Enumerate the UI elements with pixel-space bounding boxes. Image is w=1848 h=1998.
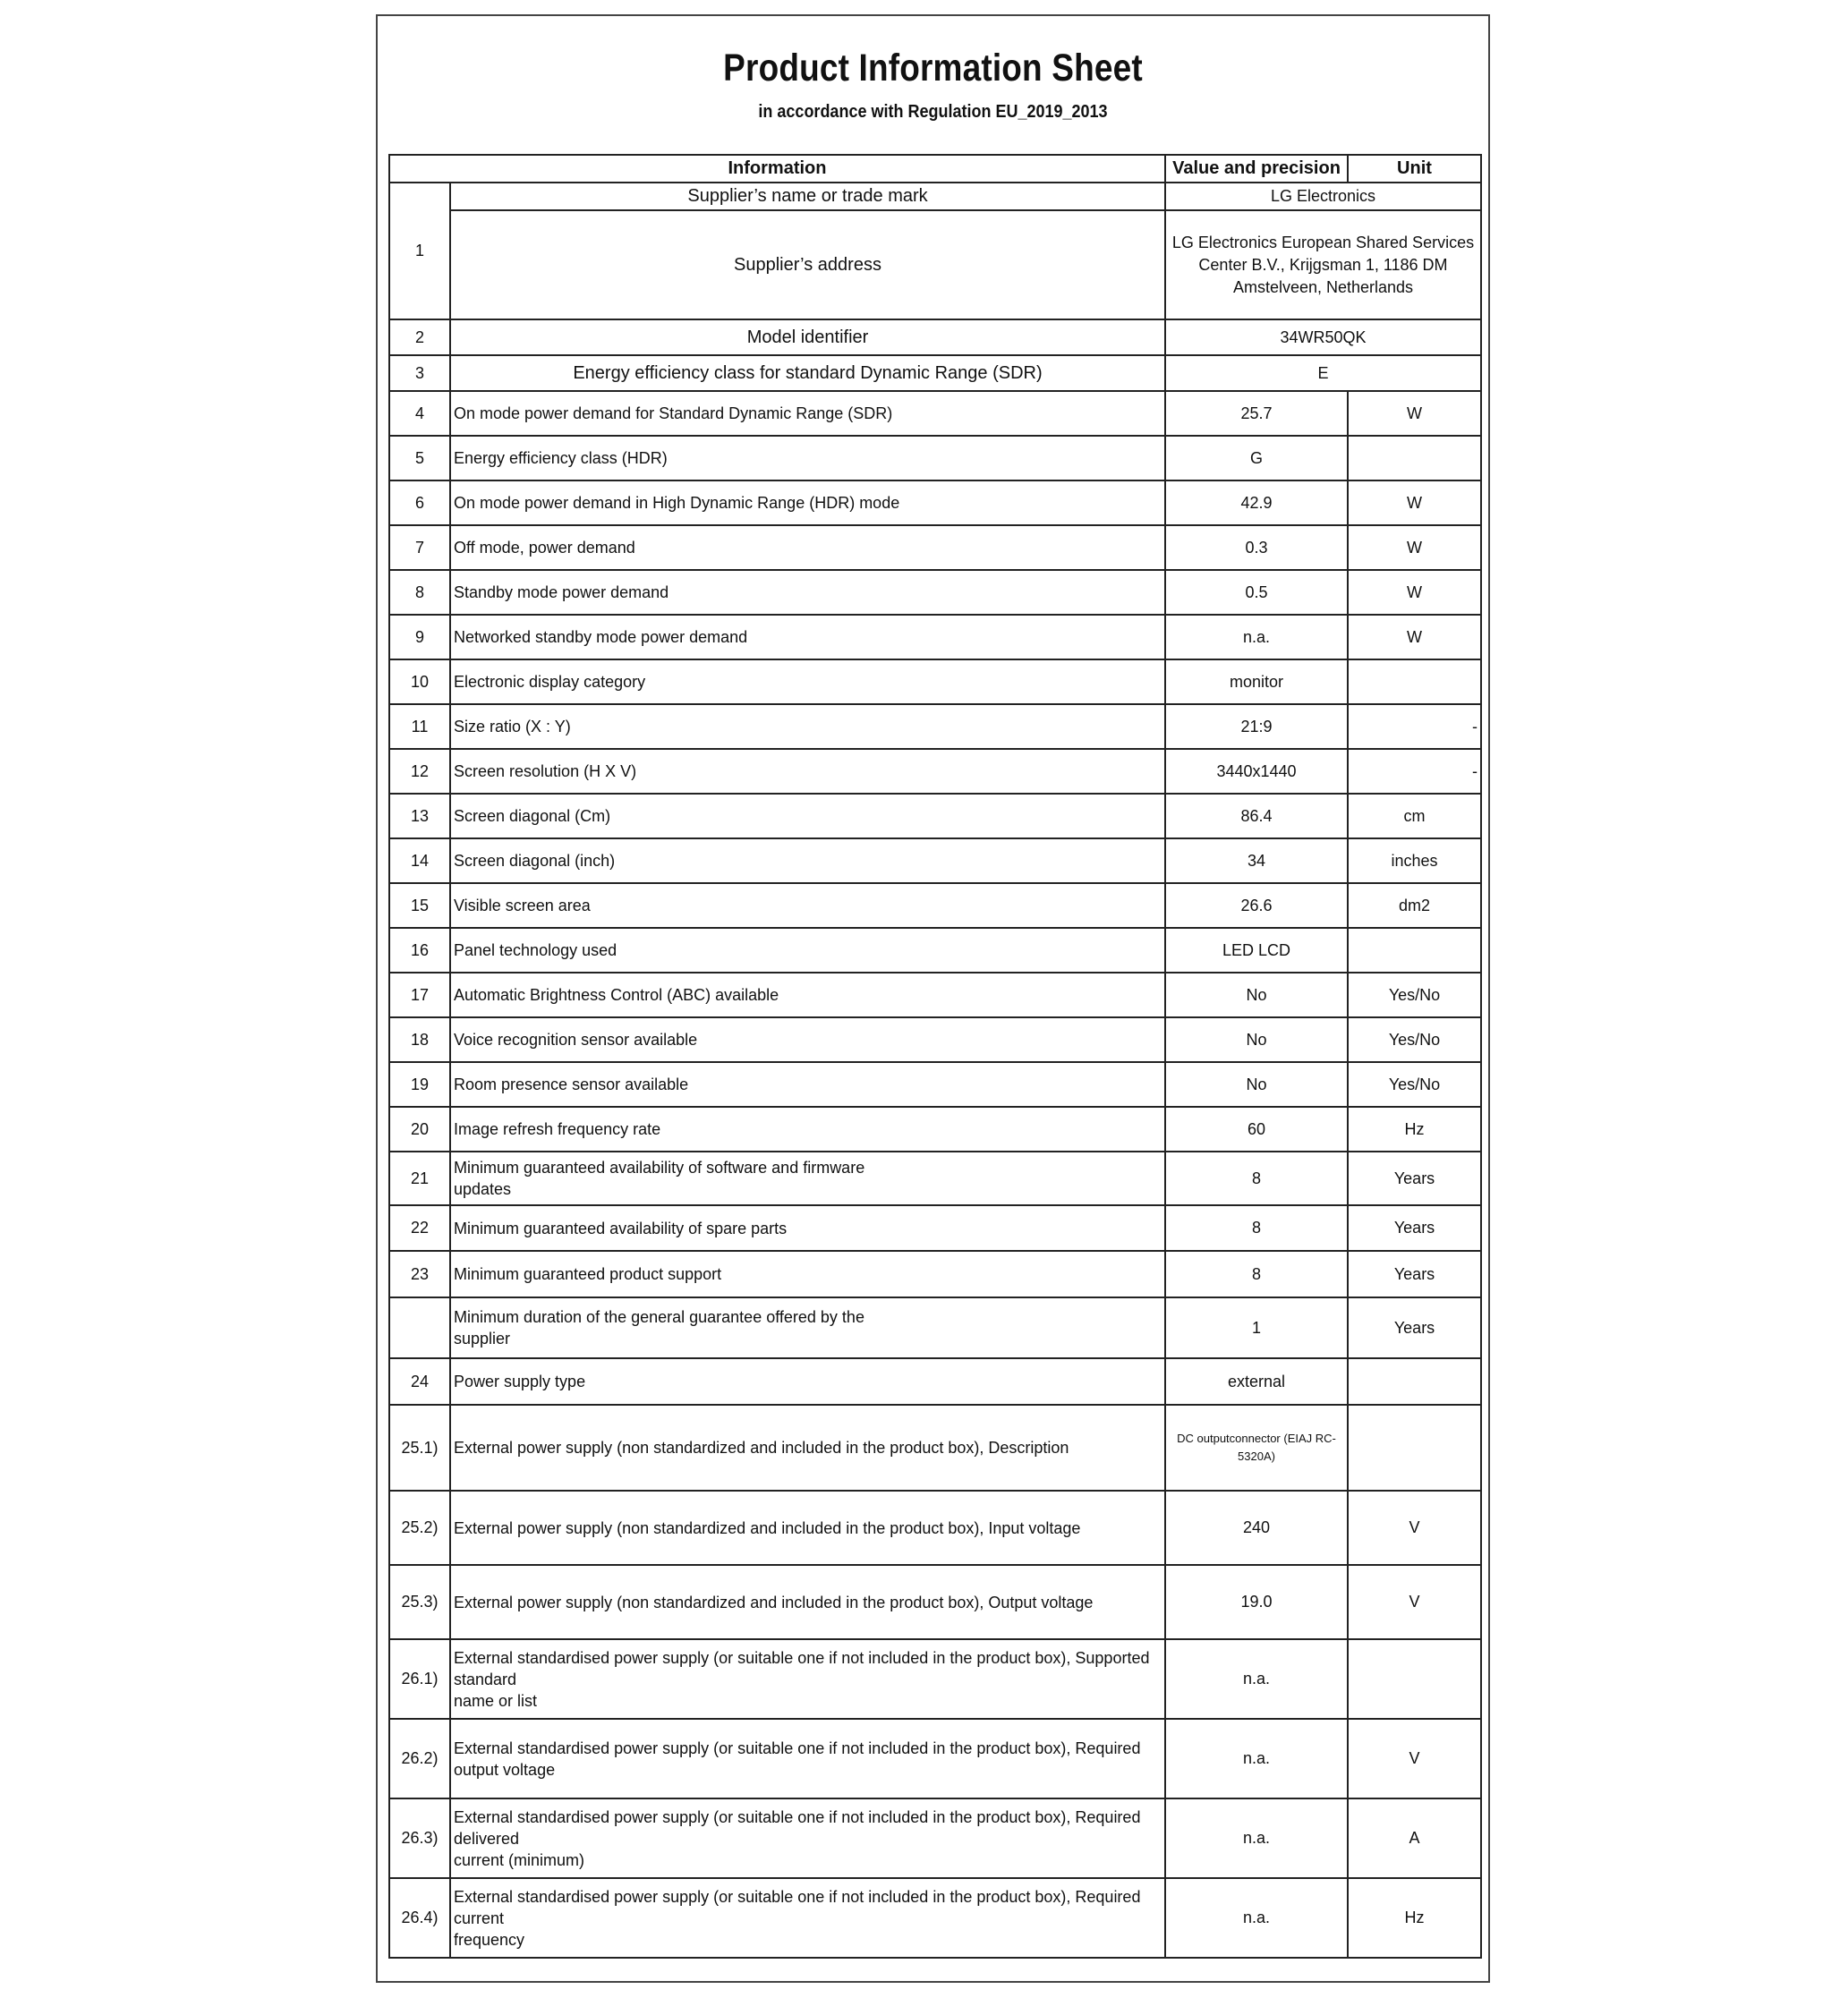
row-unit: W — [1348, 570, 1481, 615]
table-row — [389, 1297, 1481, 1358]
row-number: 7 — [389, 525, 450, 570]
row-number: 2 — [389, 319, 450, 355]
row-description-line: Screen resolution (H X V) — [454, 762, 637, 780]
row-number: 19 — [389, 1062, 450, 1107]
header-information: Information — [389, 155, 1165, 183]
table-row — [389, 1878, 1481, 1958]
information-table — [388, 154, 1482, 1959]
row-description-line: External standardised power supply (or suitable one if not included in the product box), Required delivered — [454, 1807, 1141, 1848]
row-number: 9 — [389, 615, 450, 659]
row-value-line: 5320A) — [1238, 1450, 1275, 1463]
table-row — [389, 525, 1481, 570]
row-description-line: External power supply (non standardized and included in the product box), Output voltage — [454, 1593, 1094, 1611]
row-description — [450, 1639, 1165, 1719]
sdr-class-value: E — [1165, 355, 1481, 391]
table-row — [389, 973, 1481, 1017]
table-row — [389, 615, 1481, 659]
row-description — [450, 659, 1165, 704]
row-description-line: Automatic Brightness Control (ABC) available — [454, 986, 779, 1004]
row-value: LED LCD — [1165, 928, 1348, 973]
table-row — [389, 838, 1481, 883]
row-value: n.a. — [1165, 1719, 1348, 1798]
row-value: No — [1165, 1062, 1348, 1107]
row-description — [450, 1798, 1165, 1878]
row-description — [450, 1565, 1165, 1639]
row-description-line: Energy efficiency class (HDR) — [454, 449, 668, 467]
row-number: 18 — [389, 1017, 450, 1062]
row-description — [450, 525, 1165, 570]
row-number: 11 — [389, 704, 450, 749]
row-value: 0.5 — [1165, 570, 1348, 615]
table-row — [389, 1152, 1481, 1205]
table-row — [389, 928, 1481, 973]
row-unit: cm — [1348, 794, 1481, 838]
row-number: 17 — [389, 973, 450, 1017]
row-description-line: Electronic display category — [454, 673, 646, 691]
row-number: 14 — [389, 838, 450, 883]
table-row — [389, 1491, 1481, 1565]
row-description — [450, 1205, 1165, 1251]
row-description — [450, 1405, 1165, 1491]
row-description-line: updates — [454, 1180, 512, 1198]
row-unit: W — [1348, 480, 1481, 525]
table-body — [389, 183, 1481, 1958]
row-unit: dm2 — [1348, 883, 1481, 928]
row-unit — [1348, 659, 1481, 704]
row-description-line: frequency — [454, 1930, 525, 1949]
row-description-line: Size ratio (X : Y) — [454, 718, 571, 735]
row-unit: Hz — [1348, 1107, 1481, 1152]
row-number: 15 — [389, 883, 450, 928]
table-row — [389, 1719, 1481, 1798]
table-row — [389, 436, 1481, 480]
row-description — [450, 436, 1165, 480]
row-description — [450, 928, 1165, 973]
table-row — [389, 704, 1481, 749]
row-description — [450, 973, 1165, 1017]
row-unit: Years — [1348, 1297, 1481, 1358]
row-description-line: name or list — [454, 1691, 538, 1710]
row-description — [450, 749, 1165, 794]
row-value: No — [1165, 973, 1348, 1017]
supplier-address-value — [1165, 210, 1481, 319]
table-row — [389, 391, 1481, 436]
row-description — [450, 1297, 1165, 1358]
model-label: Model identifier — [450, 319, 1165, 355]
row-description — [450, 704, 1165, 749]
row-number: 21 — [389, 1152, 450, 1205]
row-number: 25.2) — [389, 1491, 450, 1565]
row-description-line: Off mode, power demand — [454, 539, 635, 557]
row-unit: - — [1348, 704, 1481, 749]
row-value: 60 — [1165, 1107, 1348, 1152]
row-number: 8 — [389, 570, 450, 615]
row-number: 13 — [389, 794, 450, 838]
row-value — [1165, 1405, 1348, 1491]
table-row — [389, 1565, 1481, 1639]
supplier-address-label: Supplier’s address — [450, 210, 1165, 319]
row-value: 25.7 — [1165, 391, 1348, 436]
table-row — [389, 1358, 1481, 1405]
row-unit — [1348, 436, 1481, 480]
row-value: No — [1165, 1017, 1348, 1062]
row-description-line: Visible screen area — [454, 897, 591, 914]
row-number: 26.2) — [389, 1719, 450, 1798]
row-value: 8 — [1165, 1152, 1348, 1205]
row-description — [450, 794, 1165, 838]
row-value: 8 — [1165, 1251, 1348, 1297]
row-unit: V — [1348, 1491, 1481, 1565]
row-description — [450, 1878, 1165, 1958]
row-unit: V — [1348, 1719, 1481, 1798]
row-number: 4 — [389, 391, 450, 436]
row-description — [450, 838, 1165, 883]
row-number: 12 — [389, 749, 450, 794]
table-row — [389, 1251, 1481, 1297]
row-value: 21:9 — [1165, 704, 1348, 749]
table-row — [389, 1639, 1481, 1719]
supplier-name-value: LG Electronics — [1165, 183, 1481, 210]
table-row — [389, 659, 1481, 704]
row-number: 16 — [389, 928, 450, 973]
row-unit: Years — [1348, 1152, 1481, 1205]
row-description-line: Power supply type — [454, 1373, 586, 1390]
row-value: 8 — [1165, 1205, 1348, 1251]
table-row — [389, 1798, 1481, 1878]
table-row — [389, 570, 1481, 615]
row-unit: W — [1348, 525, 1481, 570]
row-value: 3440x1440 — [1165, 749, 1348, 794]
row-value-line: DC outputconnector (EIAJ RC- — [1177, 1432, 1336, 1445]
table-row-sdr-class — [389, 355, 1481, 391]
row-number: 3 — [389, 355, 450, 391]
page-subtitle: in accordance with Regulation EU_2019_2013 — [758, 102, 1108, 122]
row-number: 22 — [389, 1205, 450, 1251]
row-value: 240 — [1165, 1491, 1348, 1565]
row-description-line: Standby mode power demand — [454, 583, 669, 601]
row-description — [450, 1251, 1165, 1297]
table-row-model — [389, 319, 1481, 355]
row-number: 23 — [389, 1251, 450, 1297]
row-value: 19.0 — [1165, 1565, 1348, 1639]
row-description-line: External power supply (non standardized and included in the product box), Input voltage — [454, 1518, 1081, 1537]
table-row — [389, 883, 1481, 928]
row-unit: Yes/No — [1348, 1062, 1481, 1107]
address-line: Amstelveen, Netherlands — [1232, 277, 1414, 296]
row-value: n.a. — [1165, 1878, 1348, 1958]
row-description-line: Screen diagonal (Cm) — [454, 807, 611, 825]
row-unit: Yes/No — [1348, 973, 1481, 1017]
row-unit: W — [1348, 391, 1481, 436]
table-row — [389, 1405, 1481, 1491]
row-number: 25.1) — [389, 1405, 450, 1491]
row-description-line: Image refresh frequency rate — [454, 1120, 661, 1138]
table-row — [389, 1017, 1481, 1062]
row-description — [450, 1719, 1165, 1798]
row-description — [450, 1107, 1165, 1152]
row-value: monitor — [1165, 659, 1348, 704]
row-description — [450, 391, 1165, 436]
row-unit: Yes/No — [1348, 1017, 1481, 1062]
table-row — [389, 749, 1481, 794]
row-description — [450, 1017, 1165, 1062]
row-unit: W — [1348, 615, 1481, 659]
row-unit: Years — [1348, 1205, 1481, 1251]
row-description-line: Screen diagonal (inch) — [454, 852, 616, 870]
row-description-line: External standardised power supply (or suitable one if not included in the product box), Supported standard — [454, 1648, 1150, 1688]
table-row-supplier-name — [389, 183, 1481, 210]
row-number: 25.3) — [389, 1565, 450, 1639]
row-description-line: Networked standby mode power demand — [454, 628, 748, 646]
supplier-name-label: Supplier’s name or trade mark — [450, 183, 1165, 210]
row-unit — [1348, 928, 1481, 973]
row-number: 6 — [389, 480, 450, 525]
row-description-line: Minimum guaranteed product support — [454, 1265, 722, 1283]
row-unit: - — [1348, 749, 1481, 794]
row-description — [450, 615, 1165, 659]
row-number: 26.3) — [389, 1798, 450, 1878]
row-description-line: On mode power demand for Standard Dynamic Range (SDR) — [454, 404, 893, 422]
row-description — [450, 1358, 1165, 1405]
row-unit — [1348, 1639, 1481, 1719]
row-number: 26.1) — [389, 1639, 450, 1719]
header-value: Value and precision — [1165, 155, 1348, 183]
model-value: 34WR50QK — [1165, 319, 1481, 355]
row-number: 20 — [389, 1107, 450, 1152]
row-number: 1 — [389, 183, 450, 319]
table-row — [389, 1205, 1481, 1251]
row-description-line: External power supply (non standardized and included in the product box), Description — [454, 1439, 1069, 1457]
row-number: 5 — [389, 436, 450, 480]
row-description-line: Voice recognition sensor available — [454, 1031, 698, 1049]
row-unit: A — [1348, 1798, 1481, 1878]
row-description-line: Panel technology used — [454, 941, 617, 959]
row-description — [450, 570, 1165, 615]
row-value: n.a. — [1165, 1639, 1348, 1719]
header-unit: Unit — [1348, 155, 1481, 183]
row-value: n.a. — [1165, 615, 1348, 659]
row-unit: Hz — [1348, 1878, 1481, 1958]
row-description — [450, 1152, 1165, 1205]
row-unit: inches — [1348, 838, 1481, 883]
table-row-supplier-address — [389, 210, 1481, 319]
row-description-line: supplier — [454, 1330, 511, 1348]
row-number — [389, 1297, 450, 1358]
row-value: external — [1165, 1358, 1348, 1405]
row-description-line: Room presence sensor available — [454, 1076, 689, 1093]
row-value: 0.3 — [1165, 525, 1348, 570]
row-description — [450, 480, 1165, 525]
row-description-line: Minimum guaranteed availability of software and firmware — [454, 1159, 865, 1177]
sdr-class-label: Energy efficiency class for standard Dynamic Range (SDR) — [450, 355, 1165, 391]
table-row — [389, 794, 1481, 838]
address-line: LG Electronics European Shared Services — [1171, 233, 1475, 251]
row-description — [450, 1491, 1165, 1565]
row-number: 26.4) — [389, 1878, 450, 1958]
row-description — [450, 1062, 1165, 1107]
row-value: G — [1165, 436, 1348, 480]
row-value: 42.9 — [1165, 480, 1348, 525]
table-row — [389, 1062, 1481, 1107]
table-row — [389, 1107, 1481, 1152]
row-description-line: Minimum guaranteed availability of spare parts — [454, 1219, 788, 1237]
table-row — [389, 480, 1481, 525]
page-title: Product Information Sheet — [723, 47, 1143, 89]
table-header-row — [389, 155, 1481, 183]
row-value: 26.6 — [1165, 883, 1348, 928]
row-unit: Years — [1348, 1251, 1481, 1297]
row-number: 10 — [389, 659, 450, 704]
address-line: Center B.V., Krijgsman 1, 1186 DM — [1198, 255, 1448, 274]
row-value: n.a. — [1165, 1798, 1348, 1878]
row-description — [450, 883, 1165, 928]
row-description-line: On mode power demand in High Dynamic Range (HDR) mode — [454, 494, 900, 512]
row-unit: V — [1348, 1565, 1481, 1639]
row-value: 86.4 — [1165, 794, 1348, 838]
row-value: 1 — [1165, 1297, 1348, 1358]
row-description-line: Minimum duration of the general guarantee offered by the — [454, 1308, 864, 1326]
row-description-line: External standardised power supply (or suitable one if not included in the product box), Required output voltage — [454, 1739, 1141, 1779]
product-information-sheet — [376, 14, 1490, 1983]
row-description-line: current (minimum) — [454, 1850, 585, 1869]
row-number: 24 — [389, 1358, 450, 1405]
row-description-line: External standardised power supply (or suitable one if not included in the product box), Required current — [454, 1887, 1141, 1927]
row-unit — [1348, 1405, 1481, 1491]
row-unit — [1348, 1358, 1481, 1405]
row-value: 34 — [1165, 838, 1348, 883]
